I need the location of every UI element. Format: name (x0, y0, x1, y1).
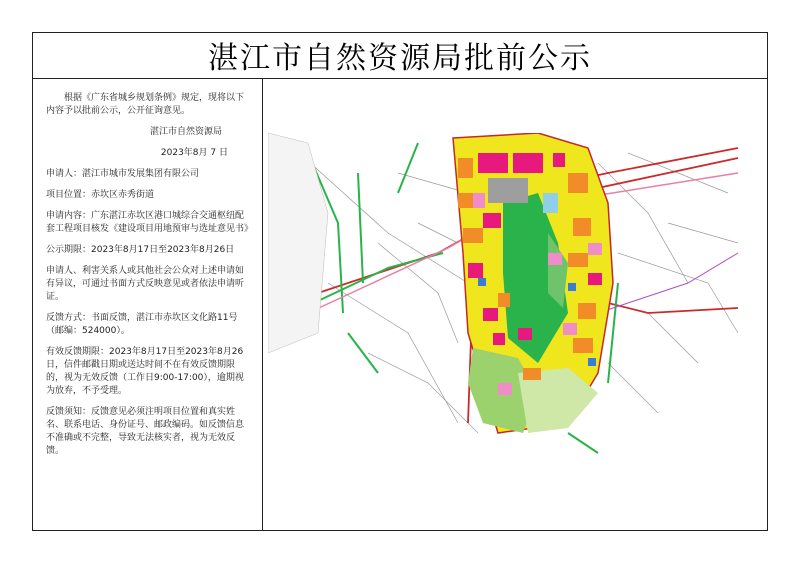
page-title: 湛江市自然资源局批前公示 (208, 41, 592, 76)
land-use-map (268, 133, 748, 455)
notice-text-panel (46, 92, 252, 466)
field-project-location: 项目位置：赤坎区赤秀街道 (46, 190, 155, 200)
notice-issuer: 湛江市自然资源局 (149, 127, 222, 137)
column-divider (262, 79, 263, 531)
field-hearing: 申请人、利害关系人或其他社会公众对上述申请如有异议，可通过书面方式反映意见或者依法申请听证。 (46, 266, 245, 302)
notice-date: 2023年8月 7 日 (160, 148, 228, 158)
field-notes: 反馈须知：反馈意见必须注明项目位置和真实姓名、联系电话、身份证号、邮政编码。如反馈信息不准确或不完整，导致无法核实者，视为无效反馈。 (46, 407, 245, 456)
field-applicant: 申请人：湛江市城市发展集团有限公司 (46, 169, 200, 179)
planning-zone (453, 133, 613, 433)
field-period: 公示期限：2023年8月17日至2023年8月26日 (46, 245, 235, 255)
field-feedback-method: 反馈方式：书面反馈，湛江市赤坎区文化路11号（邮编：524000）。 (46, 313, 238, 336)
notice-intro: 根据《广东省城乡规划条例》规定，现将以下内容予以批前公示，公开征询意见。 (46, 93, 245, 116)
title-row (32, 32, 768, 79)
field-feedback-deadline: 有效反馈期限：2023年8月17日至2023年8月26日，信件邮戳日期或送达时间不在有效反馈期限的，视为无效反馈（工作日9:00-17:00），逾期视为放弃，不予受理。 (46, 347, 244, 396)
field-content: 申请内容：广东湛江赤坎区港口城综合交通枢纽配套工程项目核发《建设项目用地预审与选址意见书》 (46, 211, 254, 234)
